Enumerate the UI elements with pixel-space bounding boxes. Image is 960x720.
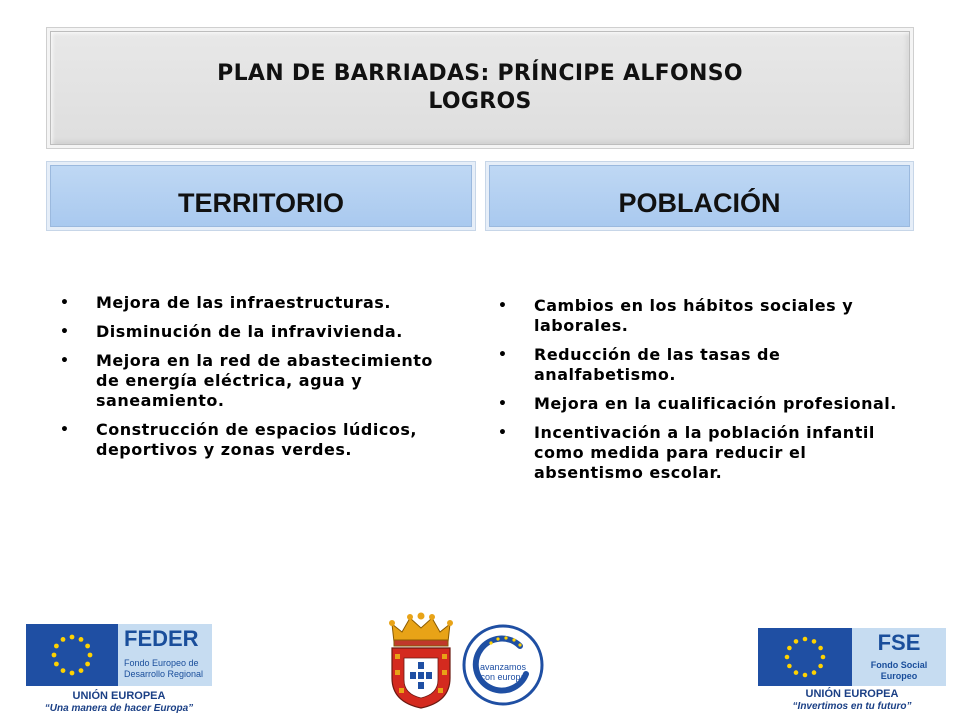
feder-logo [26,624,212,716]
header-poblacion-label: POBLACIÓN [618,187,781,218]
fse-caption: UNIÓN EUROPEA [805,688,899,700]
header-poblacion [486,162,913,230]
feder-desc-2: Desarrollo Regional [124,669,204,679]
list-item: • Reducción de las tasas de analfabetismo. [498,345,898,385]
fse-desc-1: Fondo Social [870,660,928,670]
title-banner [47,28,913,148]
feder-name: FEDER [124,626,199,651]
list-item: • Mejora de las infraestructuras. [60,293,460,313]
title-line-2: LOGROS [428,89,532,114]
fse-box [852,628,946,686]
fse-logo [758,628,946,716]
eu-flag-icon [758,628,852,686]
poblacion-list [498,296,898,492]
eu-flag-icon [26,624,118,686]
fse-desc-2: Europeo [880,671,918,681]
avanzamos-line-1: avanzamos [479,662,527,672]
feder-caption: UNIÓN EUROPEA [72,690,166,702]
list-item: • Cambios en los hábitos sociales y laborales. [498,296,898,336]
avanzamos-con-europa-logo [462,624,544,706]
avanzamos-line-2: con europa [480,672,526,682]
title-line-1: PLAN DE BARRIADAS: PRÍNCIPE ALFONSO [217,61,743,86]
fse-motto: “Invertimos en tu futuro” [792,701,912,712]
feder-motto: “Una manera de hacer Europa” [44,703,194,714]
header-territorio [47,162,475,230]
feder-box [118,624,212,686]
territorio-list [60,293,460,469]
list-item: • Disminución de la infravivienda. [60,322,460,342]
fse-name: FSE [877,630,921,655]
coat-of-arms-emblem [384,612,458,710]
list-item: • Mejora en la cualificación profesional. [498,394,898,414]
header-territorio-label: TERRITORIO [177,187,344,218]
feder-desc-1: Fondo Europeo de [124,658,199,668]
list-item: • Construcción de espacios lúdicos, deportivos y zonas verdes. [60,420,460,460]
list-item: • Incentivación a la población infantil como medida para reducir el absentismo escolar. [498,423,898,483]
list-item: • Mejora en la red de abastecimiento de energía eléctrica, agua y saneamiento. [60,351,460,411]
